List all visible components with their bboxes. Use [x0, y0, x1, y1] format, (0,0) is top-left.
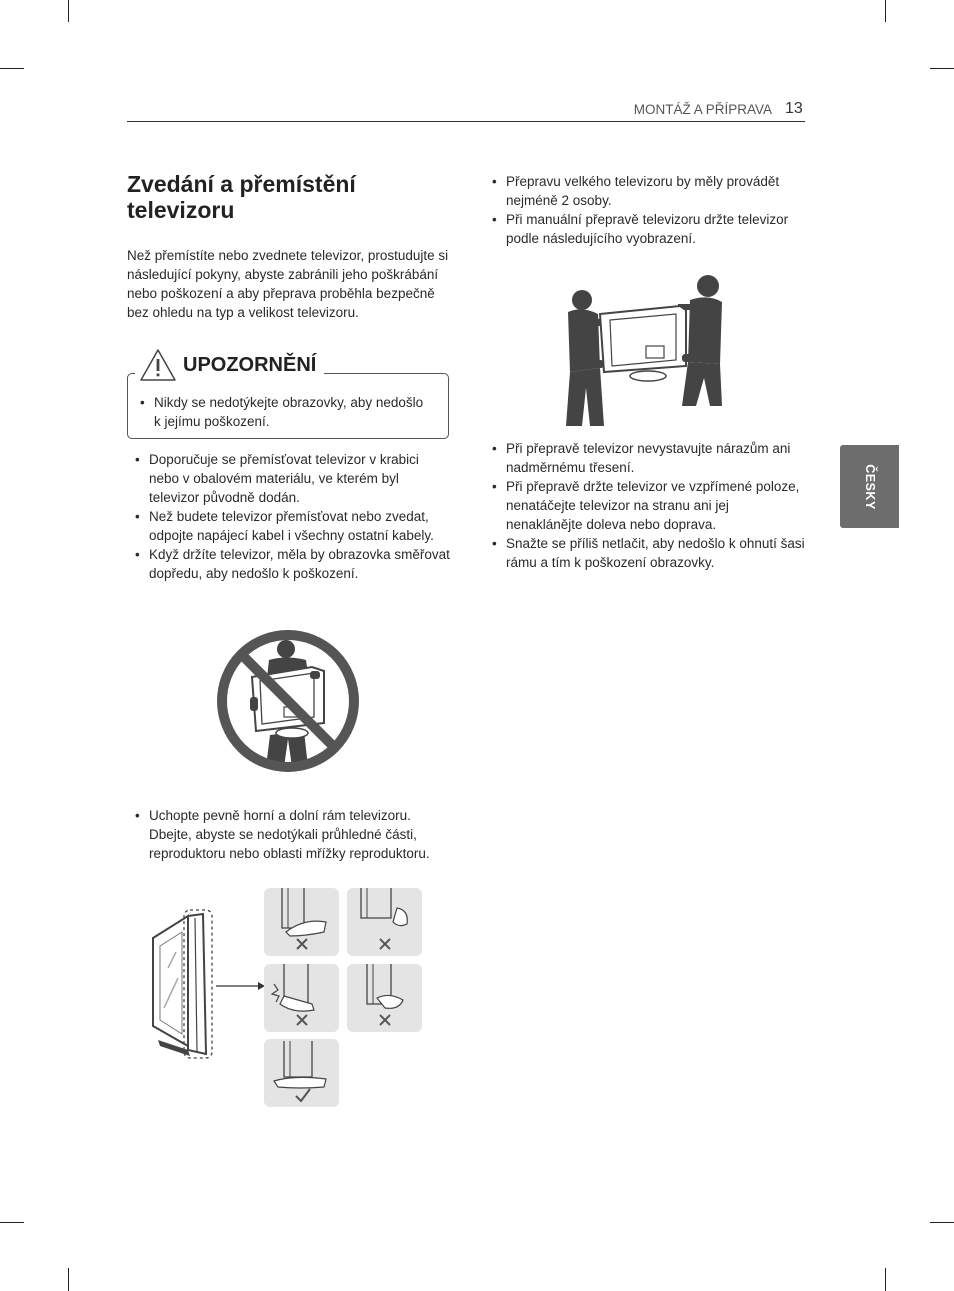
page-title: Zvedání a přemístění televizoru [127, 171, 356, 223]
language-tab-label: ČESKY [862, 463, 877, 510]
list-item: • Přepravu velkého televizoru by měly provádět nejméně 2 osoby. [484, 172, 809, 210]
list-item: • Uchopte pevně horní a dolní rám televizoru. Dbejte, abyste se nedotýkali průhledné části, reproduktoru nebo oblasti mřížky reproduktoru. [127, 806, 452, 863]
grip-tile [264, 888, 339, 956]
crop-mark [930, 1222, 954, 1223]
grip-list [127, 806, 452, 863]
list-item: • Při přepravě televizor nevystavujte nárazům ani nadměrnému třesení. [484, 439, 809, 477]
list-item: • Když držíte televizor, měla by obrazovka směřovat dopředu, aby nedošlo k poškození. [127, 545, 452, 583]
wrong-grip-icon [264, 888, 339, 956]
page-number: 13 [785, 100, 803, 117]
list-item: • Doporučuje se přemísťovat televizor v krabici nebo v obalovém materiálu, ve kterém byl televizor původně dodán. [127, 450, 452, 507]
crop-mark [0, 1222, 24, 1223]
crop-mark [68, 1268, 69, 1291]
list-item: • Při manuální přepravě televizoru držte televizor podle následujícího vyobrazení. [484, 210, 809, 248]
two-person-list [484, 172, 809, 248]
wrong-carry-illustration [214, 627, 362, 775]
crop-mark [0, 68, 24, 69]
header-section-title: MONTÁŽ A PŘÍPRAVA [633, 102, 772, 117]
correct-grip-icon [264, 1039, 339, 1107]
crop-mark [885, 0, 886, 22]
handling-list [127, 450, 452, 583]
list-item: • Snažte se příliš netlačit, aby nedošlo k ohnutí šasi rámu a tím k poškození obrazovky. [484, 534, 809, 572]
grip-tile [264, 1039, 339, 1107]
grip-tile [264, 964, 339, 1032]
caution-heading [135, 348, 324, 382]
warning-icon [139, 348, 177, 382]
language-tab [840, 445, 899, 528]
caution-item: • Nikdy se nedotýkejte obrazovky, aby nedošlo k jejímu poškození. [132, 393, 432, 431]
crop-mark [68, 0, 69, 22]
list-item: • Než budete televizor přemísťovat nebo zvedat, odpojte napájecí kabel i všechny ostatní kabely. [127, 507, 452, 545]
grip-tile [347, 888, 422, 956]
list-item: • Při přepravě držte televizor ve vzpřímené poloze, nenatáčejte televizor na stranu ani jej nenaklánějte doleva nebo doprava. [484, 477, 809, 534]
header-rule [127, 121, 805, 122]
caution-title: UPOZORNĚNÍ [183, 353, 317, 376]
intro-paragraph: Než přemístíte nebo zvednete televizor, prostudujte si následující pokyny, abyste zabránili jeho poškrábání nebo poškození a aby přeprava proběhla bezpečně bez ohledu na typ a velikost televizoru. [127, 248, 449, 320]
wrong-grip-icon [347, 964, 422, 1032]
crop-mark [930, 68, 954, 69]
two-person-carry-illustration [560, 268, 730, 428]
caution-list [132, 393, 432, 431]
tv-frame-illustration [148, 908, 268, 1063]
wrong-grip-icon [264, 964, 339, 1032]
transport-list [484, 439, 809, 572]
grip-tile [347, 964, 422, 1032]
wrong-grip-icon [347, 888, 422, 956]
crop-mark [885, 1268, 886, 1291]
